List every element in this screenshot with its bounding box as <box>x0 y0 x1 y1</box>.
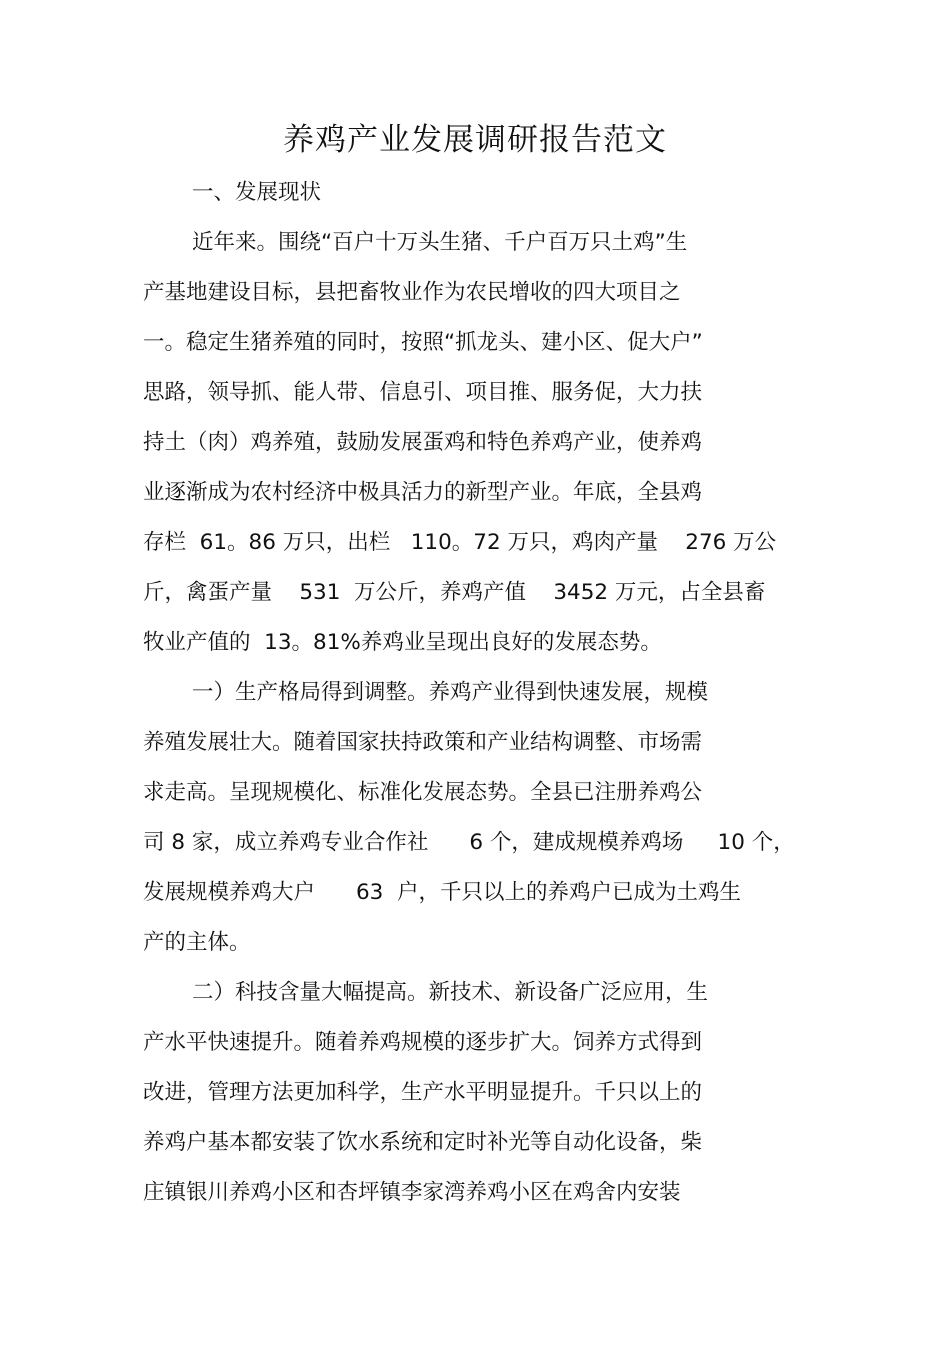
paragraph-line: 二）科技含量大幅提高。新技术、新设备广泛应用，生 <box>192 980 709 1005</box>
paragraph-line: 持土（肉）鸡养殖，鼓励发展蛋鸡和特色养鸡产业，使养鸡 <box>143 430 703 455</box>
paragraph-line: 改进，管理方法更加科学，生产水平明显提升。千只以上的 <box>143 1080 703 1105</box>
paragraph-line: 产的主体。 <box>143 930 251 955</box>
paragraph-line: 牧业产值的 13。81%养鸡业呈现出良好的发展态势。 <box>143 630 662 655</box>
paragraph-line: 产水平快速提升。随着养鸡规模的逐步扩大。饲养方式得到 <box>143 1030 703 1055</box>
paragraph-line: 发展规模养鸡大户 63 户，千只以上的养鸡户已成为土鸡生 <box>143 880 742 905</box>
paragraph-line: 近年来。围绕“百户十万头生猪、千户百万只土鸡”生 <box>192 230 688 255</box>
paragraph-line: 产基地建设目标，县把畜牧业作为农民增收的四大项目之 <box>143 280 681 305</box>
paragraph-line: 斤，禽蛋产量 531 万公斤，养鸡产值 3452 万元，占全县畜 <box>143 580 766 605</box>
paragraph-line: 一）生产格局得到调整。养鸡产业得到快速发展，规模 <box>192 680 709 705</box>
paragraph-line: 养殖发展壮大。随着国家扶持政策和产业结构调整、市场需 <box>143 730 703 755</box>
paragraph-line: 庄镇银川养鸡小区和杏坪镇李家湾养鸡小区在鸡舍内安装 <box>143 1180 681 1205</box>
paragraph-line: 养鸡户基本都安装了饮水系统和定时补光等自动化设备，柴 <box>143 1130 703 1155</box>
paragraph-line: 存栏 61。86 万只，出栏 110。72 万只，鸡肉产量 276 万公 <box>143 530 777 555</box>
document-title: 养鸡产业发展调研报告范文 <box>283 122 667 158</box>
paragraph-line: 业逐渐成为农村经济中极具活力的新型产业。年底，全县鸡 <box>143 480 703 505</box>
paragraph-line: 求走高。呈现规模化、标准化发展态势。全县已注册养鸡公 <box>143 780 703 805</box>
paragraph-line: 司 8 家，成立养鸡专业合作社 6 个，建成规模养鸡场 10 个， <box>143 830 795 855</box>
paragraph-line: 思路，领导抓、能人带、信息引、项目推、服务促，大力扶 <box>143 380 703 405</box>
paragraph-line: 一。稳定生猪养殖的同时，按照“抓龙头、建小区、促大户” <box>143 330 703 355</box>
section-heading-current-status: 一、发展现状 <box>192 180 322 205</box>
